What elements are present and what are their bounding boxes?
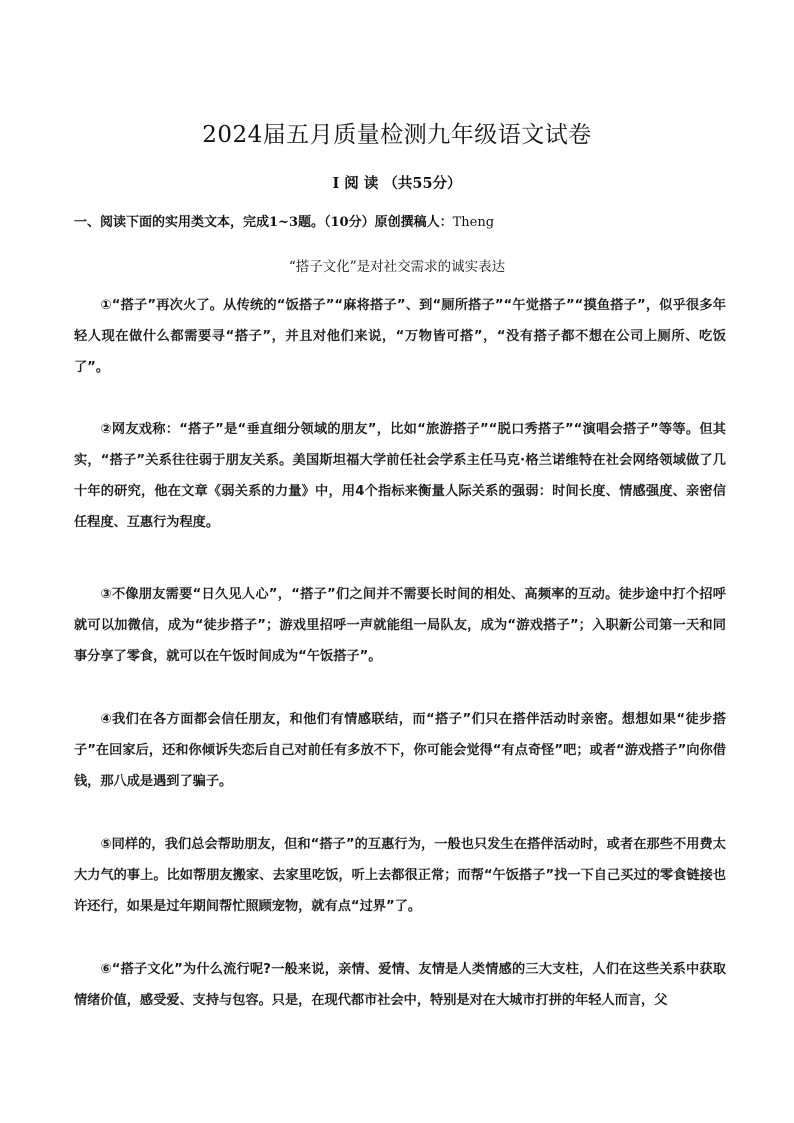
instruction-text: 一、阅读下面的实用类文本，完成1~3题。（10分）原创撰稿人： — [74, 215, 453, 230]
paragraph-5: ⑤同样的，我们总会帮助朋友，但和“搭子”的互惠行为，一般也只发生在搭伴活动时，或者在那些不用费太大力气的事上。比如帮朋友搬家、去家里吃饭，听上去都很正常；而帮“午饭搭子”找一下自己买过的零食链接也许还行，如果是过年期间帮忙照顾宠物，就有点“过界”了。 — [74, 837, 726, 914]
instruction-author: Theng — [452, 215, 495, 230]
article-title: “搭子文化”是对社交需求的诚实表达 — [288, 259, 506, 275]
paragraph-2: ②网友戏称：“搭子”是“垂直细分领域的朋友”，比如“旅游搭子”“脱口秀搭子”“演唱会搭子”等等。但其实，“搭子”关系往往弱于朋友关系。美国斯坦福大学前任社会学系主任马克·格兰诺维特在社会网络领域做了几十年的研究，他在文章《弱关系的力量》中，用4个指标来衡量人际关系的强弱：时间长度、情感强度、亲密信任程度、互惠行为程度。 — [74, 422, 726, 530]
paragraph-4: ④我们在各方面都会信任朋友，和他们有情感联结，而“搭子”们只在搭伴活动时亲密。想想如果“徒步搭子”在回家后，还和你倾诉失恋后自己对前任有多放不下，你可能会觉得“有点奇怪”吧；或者“游戏搭子”向你借钱，那八成是遇到了骗子。 — [74, 712, 726, 789]
section-heading: Ⅰ 阅 读 （共55分） — [332, 175, 462, 192]
paragraph-6: ⑥“搭子文化”为什么流行呢?一般来说，亲情、爱情、友情是人类情感的三大支柱，人们在这些关系中获取情绪价值，感受爱、支持与包容。只是，在现代都市社会中，特别是对在大城市打拼的年轻人而言，父 — [74, 962, 726, 1008]
paragraph-1: ①“搭子”再次火了。从传统的“饭搭子”“麻将搭子”、到“厕所搭子”“午觉搭子”“摸鱼搭子”，似乎很多年轻人现在做什么都需要寻“搭子”，并且对他们来说，“万物皆可搭”，“没有搭子都不想在公司上厕所、吃饭了”。 — [74, 298, 726, 375]
exam-title: 2024届五月质量检测九年级语文试卷 — [202, 122, 592, 148]
paragraph-3: ③不像朋友需要“日久见人心”，“搭子”们之间并不需要长时间的相处、高频率的互动。徒步途中打个招呼就可以加微信，成为“徒步搭子”；游戏里招呼一声就能组一局队友，成为“游戏搭子”；入职新公司第一天和同事分享了零食，就可以在午饭时间成为“午饭搭子”。 — [74, 587, 726, 664]
question-instruction — [74, 211, 734, 230]
